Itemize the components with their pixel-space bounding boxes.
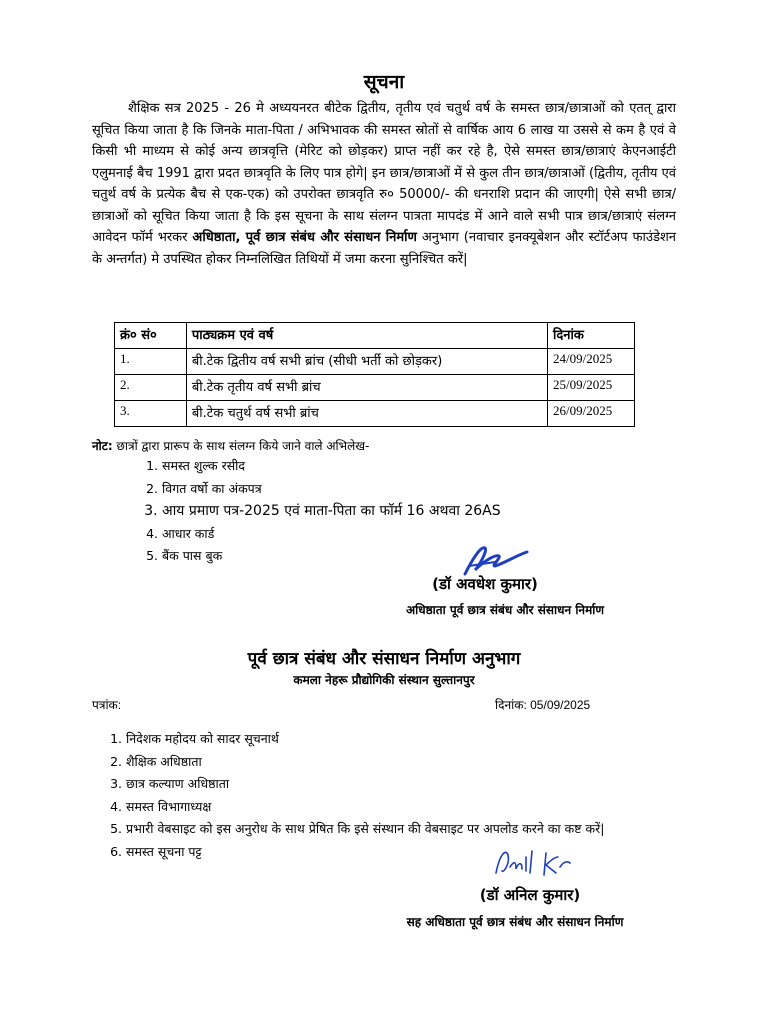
notice-title: सूचना — [363, 71, 405, 93]
signatory-name: (डॉ अवधेश कुमार) — [432, 575, 538, 593]
row-date: 24/09/2025 — [548, 349, 635, 375]
row-date: 25/09/2025 — [548, 375, 635, 401]
table-row — [115, 375, 635, 401]
header-serial: क्रं० सं० — [115, 323, 187, 349]
list-item: 4. आधार कार्ड — [162, 523, 682, 546]
row-date: 26/09/2025 — [548, 401, 635, 427]
header-course: पाठ्यक्रम एवं वर्ष — [186, 323, 547, 349]
document-list — [140, 455, 682, 568]
list-item: 3. आय प्रमाण पत्र-2025 एवं माता-पिता का फॉर्म 16 अथवा 26AS — [162, 500, 682, 523]
note-text: छात्रों द्वारा प्रारूप के साथ संलग्न किये जाने वाले अभिलेख- — [112, 439, 370, 453]
row-course: बी.टेक द्वितीय वर्ष सभी ब्रांच (सीधी भर्ती को छोड़कर) — [186, 349, 547, 375]
list-item: 5. प्रभारी वेबसाइट को इस अनुरोध के साथ प्रेषित कि इसे संस्थान की वेबसाइट पर अपलोड करने का कष्ट करें| — [126, 818, 676, 841]
schedule-table — [114, 322, 635, 427]
row-serial: 3. — [115, 401, 187, 427]
list-item: 2. विगत वर्षो का अंकपत्र — [162, 478, 682, 501]
signatory-name: (डॉ अनिल कुमार) — [479, 886, 581, 904]
table-row — [115, 349, 635, 375]
institute-name: कमला नेहरू प्रौद्योगिकी संस्थान सुल्तानपुर — [293, 673, 475, 687]
schedule-header-row — [115, 323, 635, 349]
notice-text-end: अनुभाग (नवाचार इनक्यूबेशन और स्टॉर्टअप फाउंडेशन के अन्तर्गत) मे उपस्थित होकर निम्नलिखित तिथियों में जमा करना सुनिश्चित करें| — [92, 230, 676, 267]
header-date: दिनांक — [548, 323, 635, 349]
row-serial: 2. — [115, 375, 187, 401]
table-row — [115, 401, 635, 427]
list-item: 6. समस्त सूचना पट्ट — [126, 841, 676, 864]
copy-to-list — [92, 728, 676, 863]
list-item: 5. बैंक पास बुक — [162, 545, 682, 568]
list-item: 1. निदेशक महोदय को सादर सूचनार्थ — [126, 728, 676, 751]
note-label: नोट: — [92, 439, 113, 453]
notice-paragraph — [92, 98, 676, 270]
letter-number: पत्रांक: — [92, 698, 122, 712]
row-serial: 1. — [115, 349, 187, 375]
row-course: बी.टेक तृतीय वर्ष सभी ब्रांच — [186, 375, 547, 401]
list-item: 4. समस्त विभागाध्यक्ष — [126, 796, 676, 819]
signature-anil — [490, 843, 580, 883]
list-item: 3. छात्र कल्याण अधिष्ठाता — [126, 773, 676, 796]
list-item: 1. समस्त शुल्क रसीद — [162, 455, 682, 478]
section-title: पूर्व छात्र संबंध और संसाधन निर्माण अनुभाग — [247, 649, 521, 669]
row-course: बी.टेक चतुर्थ वर्ष सभी ब्रांच — [186, 401, 547, 427]
letter-date: दिनांक: 05/09/2025 — [495, 698, 591, 712]
notice-text-bold: अधिष्ठाता, पूर्व छात्र संबंध और संसाधन निर्माण — [192, 230, 417, 245]
signatory-designation: सह अधिष्ठाता पूर्व छात्र संबंध और संसाधन निर्माण — [406, 915, 624, 929]
list-item: 2. शैक्षिक अधिष्ठाता — [126, 751, 676, 774]
signatory-designation: अधिष्ठाता पूर्व छात्र संबंध और संसाधन निर्माण — [405, 603, 605, 617]
notice-text-start: शैक्षिक सत्र 2025 - 26 मे अध्ययनरत बीटेक द्वितीय, तृतीय एवं चतुर्थ वर्ष के समस्त छात्र/छात्राओं को एतत् द्वारा सूचित किया जाता है कि जिनके माता-पिता / अभिभावक की समस्त स्रोतों से वार्षिक आय 6 लाख या उससे से कम है एवं वे किसी भी माध्यम से कोई अन्य छात्रवृत्ति (मेरिट को छोड़कर) प्राप्त नहीं कर रहे है, ऐसे समस्त छात्र/छात्राएं केएनआईटी एलुमनाई बैच 1991 द्वारा प्रदत छात्रवृति के लिए पात्र होगे| इन छात्र/छात्राओं में से कुल तीन छात्र/छात्राओं (द्वितीय, तृतीय एवं चतुर्थ वर्ष के प्रत्येक बैच से एक-एक) को उपरोक्त छात्रवृति रु० 50000/- की धनराशि प्रदान की जाएगी| ऐसे सभी छात्र/छात्राओं को सूचित किया जाता है कि इस सूचना के साथ संलग्न पात्रता मापदंड में आने वाले सभी पात्र छात्र/छात्राएं संलग्न आवेदन फॉर्म भरकर — [92, 101, 676, 245]
note-line — [92, 437, 369, 454]
